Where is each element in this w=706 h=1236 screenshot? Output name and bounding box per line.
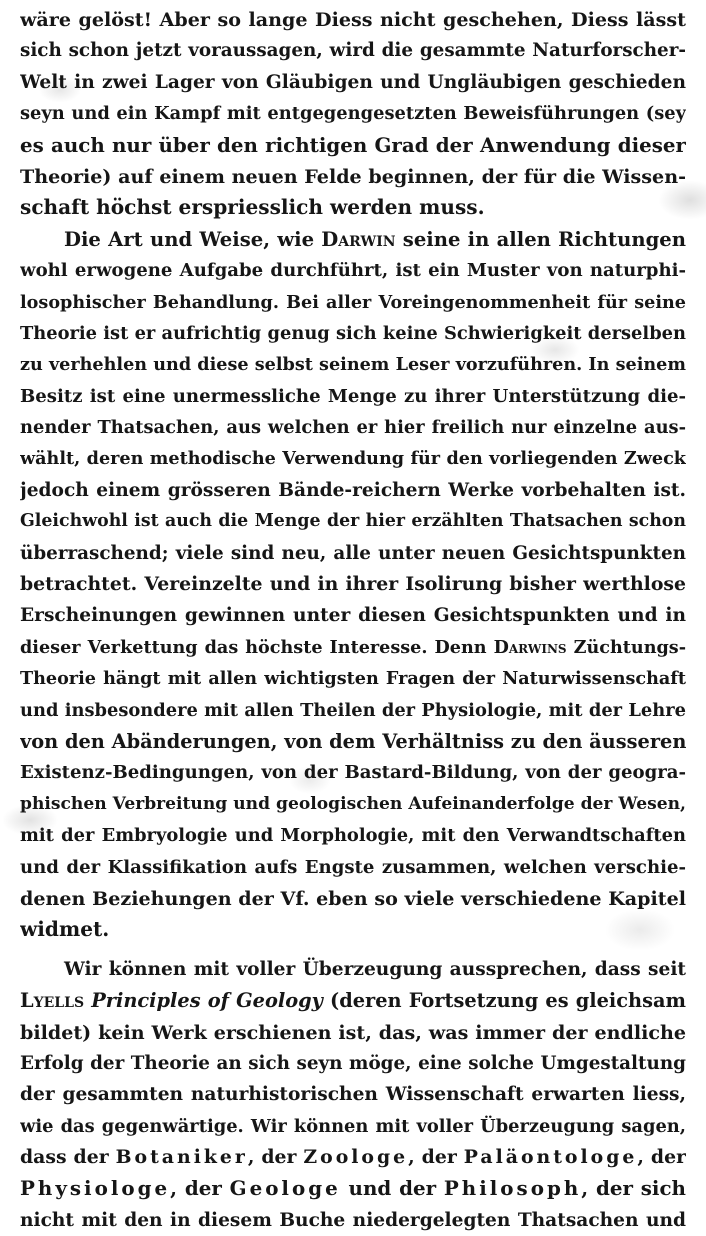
text-line: betrachtet. Vereinzelte und in ihrer Isolirung bisher werthlose [20,573,686,596]
text-line: Theorie ist er aufrichtig genug sich keine Schwierigkeit derselben [20,322,686,344]
text-line: Welt in zwei Lager von Gläubigen und Ungläubigen geschieden [20,71,686,93]
text-line: Besitz ist eine unermessliche Menge zu ihrer Unterstützung die- [20,385,686,407]
text-line: seyn und ein Kampf mit entgegengesetzten Beweisführungen (sey [20,103,686,125]
text-line: wie das gegenwärtige. Wir können mit voller Überzeugung sagen, [20,1115,686,1137]
text-line: phischen Verbreitung und geologischen Aufeinanderfolge der Wesen, [20,793,686,814]
text-run: Züchtungs- [566,636,686,658]
text-line: jedoch einem grösseren Bände-reichern Werke vorbehalten ist. [20,479,686,501]
text-run: und der [340,1176,444,1201]
text-line: bildet) kein Werk erschienen ist, das, was immer der endliche [20,1020,686,1044]
text-line: und insbesondere mit allen Theilen der Physiologie, mit der Lehre [20,699,686,721]
book-title: Principles of Geology [91,989,323,1013]
text-line: denen Beziehungen der Vf. eben so viele verschiedene Kapitel [20,886,686,910]
text-run: dass der [20,1146,116,1169]
spaced-term: Paläontologe [463,1146,638,1169]
text-line [20,632,686,663]
paragraph-gap [20,946,686,954]
spaced-term: Botaniker [115,1146,248,1169]
text-run: , der [408,1146,464,1169]
text-line: Erscheinungen gewinnen unter diesen Gesichtspunkten und in [20,605,686,627]
text-line: es auch nur über den richtigen Grad der Anwendung dieser [20,132,686,157]
text-line [20,224,686,255]
spaced-term: Geologe [229,1176,341,1201]
text-run: dieser Verkettung das höchste Interesse. Denn [20,636,494,658]
text-line [20,1142,686,1173]
page-body-text [20,4,686,1236]
text-line: widmet. [20,917,110,942]
text-line: sich schon jetzt voraussagen, wird die gesammte Naturforscher- [20,40,686,62]
spaced-term: Zoologe [303,1146,409,1169]
text-line: wäre gelöst! Aber so lange Diess nicht geschehen, Diess lässt [20,8,686,31]
text-line [20,1173,686,1204]
spaced-term: Physiologe [20,1176,171,1201]
text-run: seine in allen Richtungen [395,227,686,251]
text-line: schaft höchst erspriesslich werden muss. [20,195,485,220]
text-line: nicht mit den in diesem Buche niedergelegten Thatsachen und [20,1209,686,1231]
text-line: mit der Embryologie und Morphologie, mit den Verwandtschaften [20,825,686,847]
text-run: , der [637,1146,686,1169]
text-run: (deren Fortsetzung es gleichsam [322,989,686,1013]
text-line: Wir können mit voller Überzeugung aussprechen, dass seit [64,958,686,980]
text-run: , der sich [581,1176,686,1201]
text-line: Theorie hängt mit allen wichtigsten Fragen der Naturwissenschaft [20,668,686,690]
text-line: losophischer Behandlung. Bei aller Voreingenommenheit für seine [20,291,686,313]
text-line: Erfolg der Theorie an sich seyn möge, eine solche Umgestaltung [20,1052,686,1074]
author-name: Darwin [321,227,396,251]
author-name: Lyells [20,989,85,1013]
text-line: der gesammten naturhistorischen Wissenschaft erwarten liess, [20,1084,686,1106]
text-line: von den Abänderungen, von dem Verhältniss zu den äusseren [20,729,686,753]
text-line: Existenz-Bedingungen, von der Bastard-Bildung, von der geogra- [20,762,686,784]
text-line: Theorie) auf einem neuen Felde beginnen, der für die Wissen- [20,164,686,188]
text-line: nender Thatsachen, aus welchen er hier freilich nur einzelne aus- [20,417,686,439]
text-run: , der [170,1176,230,1201]
text-line [20,985,686,1016]
text-run: Die Art und Weise, wie [64,227,322,251]
text-run: , der [247,1146,304,1169]
author-name: Darwins [493,636,567,658]
text-line: Gleichwohl ist auch die Menge der hier erzählten Thatsachen schon [20,511,686,532]
text-line: zu verhehlen und diese selbst seinem Leser vorzuführen. In seinem [20,354,686,376]
text-line: wählt, deren methodische Verwendung für den vorliegenden Zweck [20,448,686,470]
spaced-term: Philosoph [443,1176,582,1201]
text-line: wohl erwogene Aufgabe durchführt, ist ein Muster von naturphi- [20,260,686,282]
text-line: überraschend; viele sind neu, alle unter neuen Gesichtspunkten [20,542,686,564]
text-line: und der Klassifikation aufs Engste zusammen, welchen verschie- [20,856,686,878]
